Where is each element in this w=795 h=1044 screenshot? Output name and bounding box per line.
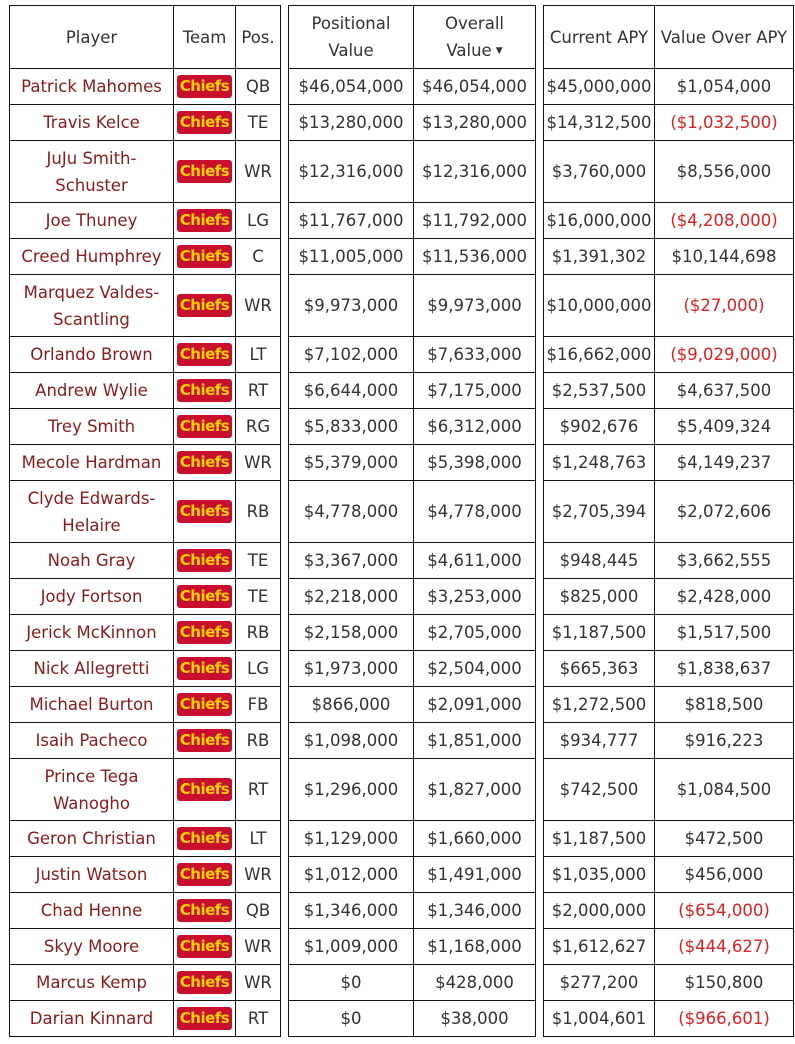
player-name-link[interactable]: Mecole Hardman [10, 445, 174, 481]
position-cell: LT [236, 337, 281, 373]
team-logo: Chiefs [177, 500, 232, 523]
team-badge [174, 821, 236, 857]
column-gap [536, 141, 544, 203]
table-row [10, 481, 794, 543]
player-name-link[interactable]: Skyy Moore [10, 929, 174, 965]
header-current-apy[interactable]: Current APY [544, 6, 655, 69]
current-apy-cell: $1,391,302 [544, 239, 655, 275]
column-gap [281, 893, 289, 929]
position-cell: WR [236, 857, 281, 893]
table-row [10, 857, 794, 893]
table-row [10, 687, 794, 723]
position-cell: WR [236, 445, 281, 481]
positional-value-cell: $12,316,000 [289, 141, 414, 203]
position-cell: RT [236, 1001, 281, 1037]
team-badge [174, 69, 236, 105]
player-name-link[interactable]: Patrick Mahomes [10, 69, 174, 105]
positional-value-cell: $0 [289, 1001, 414, 1037]
team-badge [174, 687, 236, 723]
column-gap [281, 543, 289, 579]
column-gap [281, 687, 289, 723]
column-gap [536, 615, 544, 651]
value-over-apy-cell: ($4,208,000) [655, 203, 794, 239]
overall-value-cell: $11,792,000 [414, 203, 536, 239]
overall-value-cell: $1,346,000 [414, 893, 536, 929]
team-badge [174, 543, 236, 579]
position-cell: LG [236, 651, 281, 687]
table-row [10, 821, 794, 857]
positional-value-cell: $13,280,000 [289, 105, 414, 141]
position-cell: LG [236, 203, 281, 239]
overall-value-cell: $46,054,000 [414, 69, 536, 105]
positional-value-cell: $4,778,000 [289, 481, 414, 543]
column-gap [281, 965, 289, 1001]
value-over-apy-cell: ($27,000) [655, 275, 794, 337]
table-row [10, 965, 794, 1001]
position-cell: RB [236, 481, 281, 543]
column-gap [536, 373, 544, 409]
team-logo: Chiefs [177, 935, 232, 958]
team-logo: Chiefs [177, 415, 232, 438]
current-apy-cell: $742,500 [544, 759, 655, 821]
position-cell: WR [236, 141, 281, 203]
table-row [10, 893, 794, 929]
header-overall-value-label: Overall Value [445, 13, 504, 60]
overall-value-cell: $428,000 [414, 965, 536, 1001]
team-badge [174, 929, 236, 965]
overall-value-cell: $13,280,000 [414, 105, 536, 141]
column-gap [536, 6, 544, 69]
overall-value-cell: $7,633,000 [414, 337, 536, 373]
column-gap [536, 1001, 544, 1037]
team-badge [174, 275, 236, 337]
current-apy-cell: $277,200 [544, 965, 655, 1001]
table-row [10, 141, 794, 203]
current-apy-cell: $16,000,000 [544, 203, 655, 239]
current-apy-cell: $1,272,500 [544, 687, 655, 723]
position-cell: QB [236, 893, 281, 929]
value-over-apy-cell: ($1,032,500) [655, 105, 794, 141]
team-logo: Chiefs [177, 343, 232, 366]
column-gap [536, 579, 544, 615]
column-gap [536, 337, 544, 373]
table-row [10, 239, 794, 275]
column-gap [281, 69, 289, 105]
current-apy-cell: $1,004,601 [544, 1001, 655, 1037]
value-over-apy-cell: $150,800 [655, 965, 794, 1001]
team-logo: Chiefs [177, 693, 232, 716]
column-gap [281, 651, 289, 687]
positional-value-cell: $46,054,000 [289, 69, 414, 105]
team-logo: Chiefs [177, 549, 232, 572]
column-gap [536, 759, 544, 821]
table-row [10, 929, 794, 965]
positional-value-cell: $1,098,000 [289, 723, 414, 759]
value-over-apy-cell: $5,409,324 [655, 409, 794, 445]
current-apy-cell: $1,035,000 [544, 857, 655, 893]
player-name-link[interactable]: Michael Burton [10, 687, 174, 723]
column-gap [536, 723, 544, 759]
team-logo: Chiefs [177, 899, 232, 922]
overall-value-cell: $2,504,000 [414, 651, 536, 687]
current-apy-cell: $934,777 [544, 723, 655, 759]
header-pos[interactable]: Pos. [236, 6, 281, 69]
positional-value-cell: $1,296,000 [289, 759, 414, 821]
current-apy-cell: $2,000,000 [544, 893, 655, 929]
player-name-link[interactable]: Noah Gray [10, 543, 174, 579]
column-gap [536, 687, 544, 723]
position-cell: TE [236, 105, 281, 141]
team-badge [174, 373, 236, 409]
team-badge [174, 965, 236, 1001]
team-badge [174, 893, 236, 929]
table-row [10, 759, 794, 821]
header-team[interactable]: Team [174, 6, 236, 69]
column-gap [536, 105, 544, 141]
header-row [10, 6, 794, 69]
overall-value-cell: $1,491,000 [414, 857, 536, 893]
team-logo: Chiefs [177, 245, 232, 268]
column-gap [536, 965, 544, 1001]
player-name-link[interactable]: Clyde Edwards-Helaire [10, 481, 174, 543]
column-gap [281, 481, 289, 543]
positional-value-cell: $1,973,000 [289, 651, 414, 687]
team-badge [174, 337, 236, 373]
table-row [10, 373, 794, 409]
positional-value-cell: $1,346,000 [289, 893, 414, 929]
positional-value-cell: $5,833,000 [289, 409, 414, 445]
column-gap [281, 723, 289, 759]
team-badge [174, 239, 236, 275]
overall-value-cell: $7,175,000 [414, 373, 536, 409]
column-gap [281, 759, 289, 821]
value-over-apy-cell: ($654,000) [655, 893, 794, 929]
team-badge [174, 1001, 236, 1037]
column-gap [281, 615, 289, 651]
header-overall-value[interactable] [414, 6, 536, 69]
position-cell: RT [236, 759, 281, 821]
current-apy-cell: $1,187,500 [544, 821, 655, 857]
column-gap [536, 69, 544, 105]
team-badge [174, 141, 236, 203]
column-gap [536, 275, 544, 337]
overall-value-cell: $2,705,000 [414, 615, 536, 651]
team-logo: Chiefs [177, 294, 232, 317]
team-badge [174, 579, 236, 615]
overall-value-cell: $3,253,000 [414, 579, 536, 615]
current-apy-cell: $3,760,000 [544, 141, 655, 203]
column-gap [536, 481, 544, 543]
table-row [10, 651, 794, 687]
team-badge [174, 759, 236, 821]
column-gap [281, 141, 289, 203]
team-logo: Chiefs [177, 971, 232, 994]
column-gap [281, 203, 289, 239]
value-over-apy-cell: $2,072,606 [655, 481, 794, 543]
player-name-link[interactable]: Marcus Kemp [10, 965, 174, 1001]
column-gap [536, 893, 544, 929]
positional-value-cell: $11,767,000 [289, 203, 414, 239]
column-gap [281, 579, 289, 615]
table-row [10, 445, 794, 481]
team-badge [174, 857, 236, 893]
overall-value-cell: $1,660,000 [414, 821, 536, 857]
current-apy-cell: $1,187,500 [544, 615, 655, 651]
column-gap [281, 105, 289, 141]
value-over-apy-cell: $472,500 [655, 821, 794, 857]
column-gap [536, 821, 544, 857]
column-gap [281, 373, 289, 409]
value-over-apy-cell: ($9,029,000) [655, 337, 794, 373]
positional-value-cell: $2,218,000 [289, 579, 414, 615]
positional-value-cell: $1,129,000 [289, 821, 414, 857]
positional-value-cell: $6,644,000 [289, 373, 414, 409]
table-row [10, 409, 794, 445]
position-cell: WR [236, 275, 281, 337]
overall-value-cell: $5,398,000 [414, 445, 536, 481]
position-cell: RG [236, 409, 281, 445]
team-logo: Chiefs [177, 451, 232, 474]
position-cell: WR [236, 965, 281, 1001]
column-gap [536, 651, 544, 687]
overall-value-cell: $9,973,000 [414, 275, 536, 337]
overall-value-cell: $1,827,000 [414, 759, 536, 821]
column-gap [281, 445, 289, 481]
team-badge [174, 409, 236, 445]
column-gap [536, 409, 544, 445]
value-over-apy-cell: $916,223 [655, 723, 794, 759]
current-apy-cell: $1,248,763 [544, 445, 655, 481]
team-badge [174, 651, 236, 687]
table-row [10, 203, 794, 239]
team-logo: Chiefs [177, 729, 232, 752]
position-cell: QB [236, 69, 281, 105]
table-row [10, 105, 794, 141]
player-name-link[interactable]: Justin Watson [10, 857, 174, 893]
value-over-apy-cell: $1,838,637 [655, 651, 794, 687]
overall-value-cell: $6,312,000 [414, 409, 536, 445]
value-over-apy-cell: $2,428,000 [655, 579, 794, 615]
column-gap [281, 409, 289, 445]
value-over-apy-cell: $4,149,237 [655, 445, 794, 481]
positional-value-cell: $5,379,000 [289, 445, 414, 481]
team-logo: Chiefs [177, 863, 232, 886]
positional-value-cell: $9,973,000 [289, 275, 414, 337]
position-cell: TE [236, 579, 281, 615]
current-apy-cell: $1,612,627 [544, 929, 655, 965]
table-row [10, 615, 794, 651]
team-badge [174, 105, 236, 141]
column-gap [536, 239, 544, 275]
column-gap [281, 857, 289, 893]
overall-value-cell: $2,091,000 [414, 687, 536, 723]
table-row [10, 1001, 794, 1037]
team-badge [174, 615, 236, 651]
overall-value-cell: $4,611,000 [414, 543, 536, 579]
value-over-apy-cell: $4,637,500 [655, 373, 794, 409]
player-name-link[interactable]: Jody Fortson [10, 579, 174, 615]
current-apy-cell: $2,537,500 [544, 373, 655, 409]
team-logo: Chiefs [177, 75, 232, 98]
current-apy-cell: $902,676 [544, 409, 655, 445]
table-row [10, 275, 794, 337]
player-name-link[interactable]: Orlando Brown [10, 337, 174, 373]
player-name-link[interactable]: Darian Kinnard [10, 1001, 174, 1037]
team-logo: Chiefs [177, 778, 232, 801]
overall-value-cell: $4,778,000 [414, 481, 536, 543]
current-apy-cell: $14,312,500 [544, 105, 655, 141]
table-row [10, 69, 794, 105]
position-cell: RB [236, 723, 281, 759]
column-gap [536, 203, 544, 239]
position-cell: WR [236, 929, 281, 965]
current-apy-cell: $665,363 [544, 651, 655, 687]
table-row [10, 543, 794, 579]
column-gap [536, 929, 544, 965]
column-gap [281, 1001, 289, 1037]
team-logo: Chiefs [177, 1007, 232, 1030]
column-gap [281, 239, 289, 275]
position-cell: C [236, 239, 281, 275]
team-badge [174, 723, 236, 759]
positional-value-cell: $11,005,000 [289, 239, 414, 275]
player-name-link[interactable]: Andrew Wylie [10, 373, 174, 409]
positional-value-cell: $866,000 [289, 687, 414, 723]
team-logo: Chiefs [177, 379, 232, 402]
player-value-table [9, 5, 794, 1037]
current-apy-cell: $45,000,000 [544, 69, 655, 105]
value-over-apy-cell: $456,000 [655, 857, 794, 893]
header-player[interactable]: Player [10, 6, 174, 69]
overall-value-cell: $1,168,000 [414, 929, 536, 965]
team-badge [174, 203, 236, 239]
position-cell: RB [236, 615, 281, 651]
overall-value-cell: $12,316,000 [414, 141, 536, 203]
team-logo: Chiefs [177, 585, 232, 608]
value-over-apy-cell: $3,662,555 [655, 543, 794, 579]
position-cell: LT [236, 821, 281, 857]
positional-value-cell: $0 [289, 965, 414, 1001]
player-name-link[interactable]: Joe Thuney [10, 203, 174, 239]
column-gap [281, 6, 289, 69]
column-gap [536, 543, 544, 579]
positional-value-cell: $2,158,000 [289, 615, 414, 651]
table-row [10, 723, 794, 759]
team-logo: Chiefs [177, 657, 232, 680]
team-logo: Chiefs [177, 160, 232, 183]
header-value-over-apy[interactable]: Value Over APY [655, 6, 794, 69]
value-over-apy-cell: ($444,627) [655, 929, 794, 965]
table-row [10, 579, 794, 615]
position-cell: TE [236, 543, 281, 579]
player-name-link[interactable]: Travis Kelce [10, 105, 174, 141]
column-gap [536, 445, 544, 481]
positional-value-cell: $7,102,000 [289, 337, 414, 373]
value-over-apy-cell: $818,500 [655, 687, 794, 723]
team-logo: Chiefs [177, 827, 232, 850]
team-logo: Chiefs [177, 621, 232, 644]
player-name-link[interactable]: Creed Humphrey [10, 239, 174, 275]
player-name-link[interactable]: Marquez Valdes-Scantling [10, 275, 174, 337]
value-over-apy-cell: $1,517,500 [655, 615, 794, 651]
column-gap [536, 857, 544, 893]
positional-value-cell: $1,009,000 [289, 929, 414, 965]
value-over-apy-cell: $1,084,500 [655, 759, 794, 821]
current-apy-cell: $16,662,000 [544, 337, 655, 373]
player-name-link[interactable]: Prince Tega Wanogho [10, 759, 174, 821]
player-name-link[interactable]: Trey Smith [10, 409, 174, 445]
player-name-link[interactable]: Jerick McKinnon [10, 615, 174, 651]
table-body [10, 69, 794, 1037]
overall-value-cell: $38,000 [414, 1001, 536, 1037]
current-apy-cell: $2,705,394 [544, 481, 655, 543]
team-logo: Chiefs [177, 111, 232, 134]
column-gap [281, 275, 289, 337]
column-gap [281, 929, 289, 965]
positional-value-cell: $1,012,000 [289, 857, 414, 893]
current-apy-cell: $948,445 [544, 543, 655, 579]
team-badge [174, 481, 236, 543]
column-gap [281, 337, 289, 373]
player-name-link[interactable]: JuJu Smith-Schuster [10, 141, 174, 203]
sort-descending-icon: ▼ [495, 45, 503, 56]
table-row [10, 337, 794, 373]
player-name-link[interactable]: Chad Henne [10, 893, 174, 929]
current-apy-cell: $10,000,000 [544, 275, 655, 337]
position-cell: RT [236, 373, 281, 409]
player-name-link[interactable]: Geron Christian [10, 821, 174, 857]
value-over-apy-cell: $1,054,000 [655, 69, 794, 105]
team-badge [174, 445, 236, 481]
overall-value-cell: $11,536,000 [414, 239, 536, 275]
current-apy-cell: $825,000 [544, 579, 655, 615]
value-over-apy-cell: $8,556,000 [655, 141, 794, 203]
positional-value-cell: $3,367,000 [289, 543, 414, 579]
header-positional-value[interactable]: Positional Value [289, 6, 414, 69]
value-over-apy-cell: ($966,601) [655, 1001, 794, 1037]
player-name-link[interactable]: Nick Allegretti [10, 651, 174, 687]
value-over-apy-cell: $10,144,698 [655, 239, 794, 275]
player-name-link[interactable]: Isaih Pacheco [10, 723, 174, 759]
column-gap [281, 821, 289, 857]
overall-value-cell: $1,851,000 [414, 723, 536, 759]
position-cell: FB [236, 687, 281, 723]
team-logo: Chiefs [177, 209, 232, 232]
